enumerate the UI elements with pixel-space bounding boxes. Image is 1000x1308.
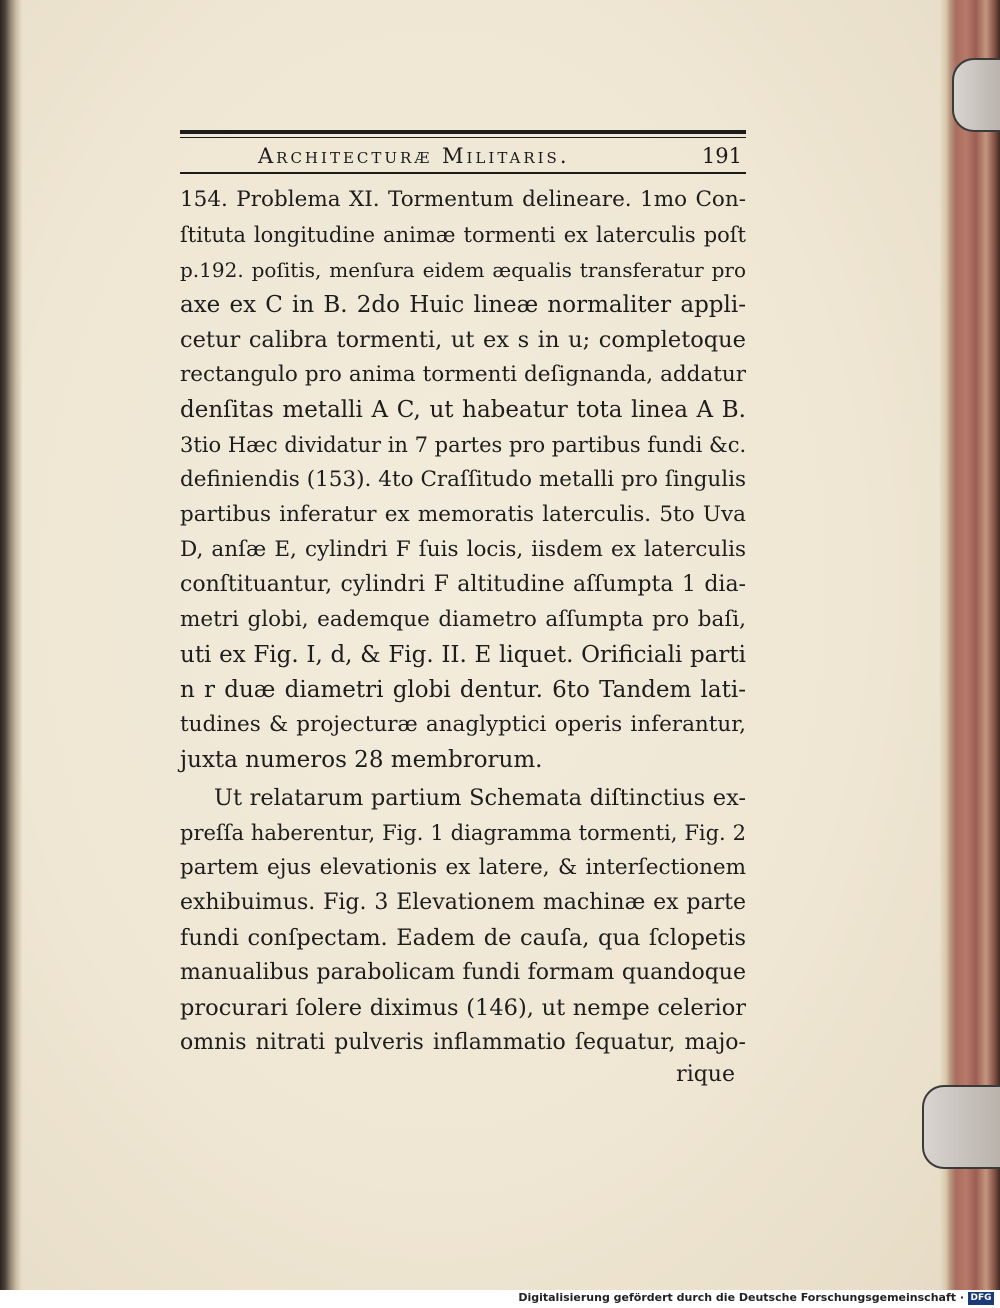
text-line: 3tio Hæc dividatur in 7 partes pro partibus fundi &c.	[180, 433, 747, 457]
footer-bar	[0, 1290, 1000, 1308]
running-header	[180, 130, 746, 174]
text-line: 154. Problema XI. Tormentum delineare. 1mo Con-	[180, 187, 746, 212]
text-line: conſtituantur, cylindri F altitudine aſſumpta 1 dia-	[180, 572, 746, 597]
header-rule-bottom	[180, 172, 746, 174]
footer-credit: Digitalisierung gefördert durch die Deutsche Forschungsgemeinschaft ·	[518, 1291, 964, 1304]
dfg-logo-icon: DFG	[968, 1292, 994, 1305]
header-rule-thick	[180, 130, 746, 134]
page-number: 191	[701, 144, 742, 168]
text-line: rectangulo pro anima tormenti deſignanda, addatur	[180, 362, 746, 387]
text-line: tudines & projecturæ anaglyptici operis inferantur,	[180, 712, 746, 737]
text-line: juxta numeros 28 membrorum.	[180, 747, 543, 773]
text-line: partibus inferatur ex memoratis laterculis. 5to Uva	[180, 502, 746, 527]
text-line: partem ejus elevationis ex latere, & interſectionem	[180, 855, 746, 880]
text-line: procurari ſolere diximus (146), ut nempe celerior	[180, 995, 746, 1021]
text-line: preſſa haberentur, Fig. 1 diagramma tormenti, Fig. 2	[180, 821, 746, 845]
text-line: Ut relatarum partium Schemata diſtinctius ex-	[214, 785, 746, 811]
text-line: D, anſæ E, cylindri F ſuis locis, iisdem ex laterculis	[180, 537, 746, 562]
text-line: metri globi, eademque diametro aſſumpta pro baſi,	[180, 607, 746, 632]
text-line: ſtituta longitudine animæ tormenti ex laterculis poſt	[180, 223, 746, 247]
clamp-top-icon	[952, 58, 1000, 132]
catchword: rique	[676, 1062, 735, 1087]
clamp-bottom-icon	[922, 1085, 1000, 1169]
text-line: omnis nitrati pulveris inflammatio ſequatur, majo-	[180, 1030, 746, 1055]
text-line: n r duæ diametri globi dentur. 6to Tandem lati-	[180, 677, 746, 703]
text-line: cetur calibra tormenti, ut ex s in u; completoque	[180, 327, 746, 353]
text-line: fundi conſpectam. Eadem de cauſa, qua ſclopetis	[180, 925, 746, 951]
running-title: Architecturæ Militaris.	[258, 144, 570, 168]
text-line: p.192. poſitis, menſura eidem æqualis transferatur pro	[180, 258, 746, 282]
text-line: axe ex C in B. 2do Huic lineæ normaliter appli-	[180, 292, 746, 318]
book-gutter	[0, 0, 22, 1290]
text-line: uti ex Fig. I, d, & Fig. II. E liquet. Orificiali parti	[180, 642, 746, 668]
text-line: exhibuimus. Fig. 3 Elevationem machinæ ex parte	[180, 890, 746, 915]
text-line: manualibus parabolicam fundi formam quandoque	[180, 960, 746, 985]
text-line: denſitas metalli A C, ut habeatur tota linea A B.	[180, 397, 746, 423]
text-line: definiendis (153). 4to Craſſitudo metalli pro ſingulis	[180, 467, 746, 492]
